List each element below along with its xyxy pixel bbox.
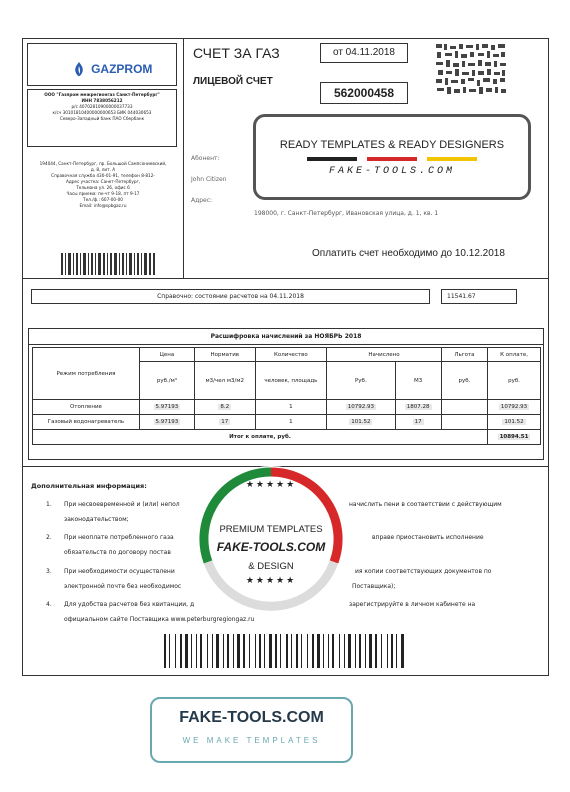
watermark-top-line1: READY TEMPLATES & READY DESIGNERS <box>279 139 505 151</box>
logo-text: GAZPROM <box>91 62 153 76</box>
info-item-text: Для удобства расчетов без квитанции, д <box>64 601 195 608</box>
watermark-bottom-line2: WE MAKE TEMPLATES <box>182 736 321 745</box>
company-details <box>27 89 177 147</box>
reference-value: 11541.67 <box>441 289 517 304</box>
qr-code <box>434 42 508 100</box>
stars-top: ★★★★★ <box>245 480 297 490</box>
cell-m3: 1807.28 <box>406 404 430 410</box>
cell-mode: Газовый водонагреватель <box>33 415 140 430</box>
cell-topay: 10792.93 <box>500 404 528 410</box>
header-price: Цена <box>139 348 194 362</box>
info-item-num: 1. <box>46 501 52 508</box>
info-title: Дополнительная информация: <box>31 482 147 490</box>
bottom-barcode <box>162 634 408 668</box>
info-item-text: электронной почте без необходимос <box>64 583 182 590</box>
cell-benefit <box>441 400 487 415</box>
cell-norm: 17 <box>221 419 229 425</box>
column-divider <box>183 38 184 278</box>
table-title: Расшифровка начислений за НОЯБРЬ 2018 <box>29 329 543 345</box>
gazprom-logo <box>72 58 152 77</box>
header-norm-unit: м3/чел м3/м2 <box>194 362 255 400</box>
header-topay-unit: руб. <box>488 362 541 400</box>
reference-label: Справочно: состояние расчетов на 04.11.2018 <box>31 289 430 304</box>
charges-table <box>32 347 541 445</box>
info-item-text: Поставщика); <box>352 583 396 590</box>
office-line: Тел./ф.: 607-00-00 <box>83 197 123 202</box>
header-benefit: Льгота <box>441 348 487 362</box>
company-line: к/сч 30101810400000000653 БИК 044030653 <box>52 110 152 115</box>
cell-m3: 17 <box>414 419 422 425</box>
account-label: ЛИЦЕВОЙ СЧЕТ <box>193 76 273 87</box>
cell-qty: 1 <box>255 415 327 430</box>
logo-box <box>27 43 177 86</box>
info-item-num: 3. <box>46 568 52 575</box>
header-topay: К оплате, <box>488 348 541 362</box>
subscriber-name: John Citizen <box>191 176 227 183</box>
watermark-bottom <box>150 697 353 763</box>
info-item-text: При неоплате потребленного газа <box>64 534 174 541</box>
info-item-text: обязательств по договору постав <box>64 549 171 556</box>
header-norm: Норматив <box>194 348 255 362</box>
info-item-text: При несвоевременной и (или) непол <box>64 501 180 508</box>
watermark-top-stripes <box>256 157 528 161</box>
cell-rub: 101.52 <box>351 419 371 425</box>
stripe-black <box>307 157 357 161</box>
info-item-text: официальном сайте Поставщика www.peterburgregiongaz.ru <box>64 616 255 623</box>
watermark-bottom-line1: FAKE-TOOLS.COM <box>179 709 324 726</box>
subscriber-label: Абонент: <box>191 155 220 162</box>
info-item-text: ия копии соответствующих документов по <box>355 568 492 575</box>
table-row <box>33 415 541 430</box>
company-line: Северо-Западный банк ПАО Сбербанк <box>59 116 145 121</box>
total-label: Итог к оплате, руб. <box>33 430 488 445</box>
cell-price: 5.97193 <box>155 419 179 425</box>
header-price-unit: руб./м³ <box>139 362 194 400</box>
header-qty-unit: человек, площадь <box>255 362 327 400</box>
total-value: 10894.51 <box>499 434 529 440</box>
info-item-text: зарегистрируйте в личном кабинете на <box>349 601 476 608</box>
flame-icon <box>72 61 86 77</box>
watermark-top-line2: FAKE-TOOLS.COM <box>328 166 455 177</box>
table-row <box>33 400 541 415</box>
header-qty: Количество <box>255 348 327 362</box>
company-line: ИНН 7838056212 <box>81 98 123 103</box>
cell-topay: 101.52 <box>504 419 524 425</box>
cell-benefit <box>441 415 487 430</box>
watermark-circle-line3: & DESIGN <box>248 561 294 572</box>
office-info <box>30 161 176 209</box>
info-item-num: 2. <box>46 534 52 541</box>
invoice-title: СЧЕТ ЗА ГАЗ <box>193 45 280 61</box>
office-line: Часы приема: пн-чт 9-18, пт 9-17 <box>66 191 140 196</box>
subscriber-address: 198000, г. Санкт-Петербург, Ивановская улица, д. 1, кв. 1 <box>254 210 439 217</box>
header-divider <box>22 278 549 279</box>
cell-mode: Отопление <box>33 400 140 415</box>
account-number: 562000458 <box>320 82 408 104</box>
info-item-text: При необходимости осуществлени <box>64 568 175 575</box>
cell-rub: 10792.93 <box>347 404 374 410</box>
header-charged: Начислено <box>327 348 442 362</box>
small-barcode <box>60 252 156 276</box>
office-line: Email: info@spbgaz.ru <box>79 203 127 208</box>
office-line: Тельмана ул. 26, офис 6 <box>76 185 130 190</box>
cell-price: 5.97193 <box>155 404 179 410</box>
office-line: Справочная служба 430-01-91, телефон 8-812- <box>51 173 155 178</box>
header-benefit-unit: руб. <box>441 362 487 400</box>
info-item-text: вправе приостановить исполнение <box>372 534 484 541</box>
watermark-circle-line1: PREMIUM TEMPLATES <box>219 524 323 535</box>
cell-norm: 8.2 <box>220 404 230 410</box>
info-item-text: начислить пени в соответствии с действующим <box>349 501 502 508</box>
header-rub: Руб. <box>327 362 395 400</box>
header-m3: М3 <box>395 362 441 400</box>
charges-table-frame <box>28 328 544 460</box>
stripe-yellow <box>427 157 477 161</box>
office-line: д. 8, лит. А <box>90 167 116 172</box>
payment-due: Оплатить счет необходимо до 10.12.2018 <box>312 248 505 259</box>
company-line: ООО "Газпром межрегионгаз Санкт-Петербург" <box>44 92 160 97</box>
stripe-red <box>367 157 417 161</box>
cell-qty: 1 <box>255 400 327 415</box>
watermark-top <box>253 114 531 200</box>
company-line: р/с 40702810900000037733 <box>71 104 133 109</box>
invoice-date: от 04.11.2018 <box>320 43 408 63</box>
header-mode: Режим потребления <box>33 348 140 400</box>
office-line: 194044, Санкт-Петербург, пр. Большой Сампсониевский, <box>39 161 167 166</box>
watermark-circle <box>198 466 344 612</box>
info-item-num: 4. <box>46 601 52 608</box>
address-label: Адрес: <box>191 197 213 204</box>
info-item-text: законодательством; <box>64 516 129 523</box>
stars-bottom: ★★★★★ <box>245 576 297 586</box>
watermark-circle-line2: FAKE-TOOLS.COM <box>216 540 326 554</box>
office-line: Адрес участка: Санкт-Петербург, <box>65 179 141 184</box>
